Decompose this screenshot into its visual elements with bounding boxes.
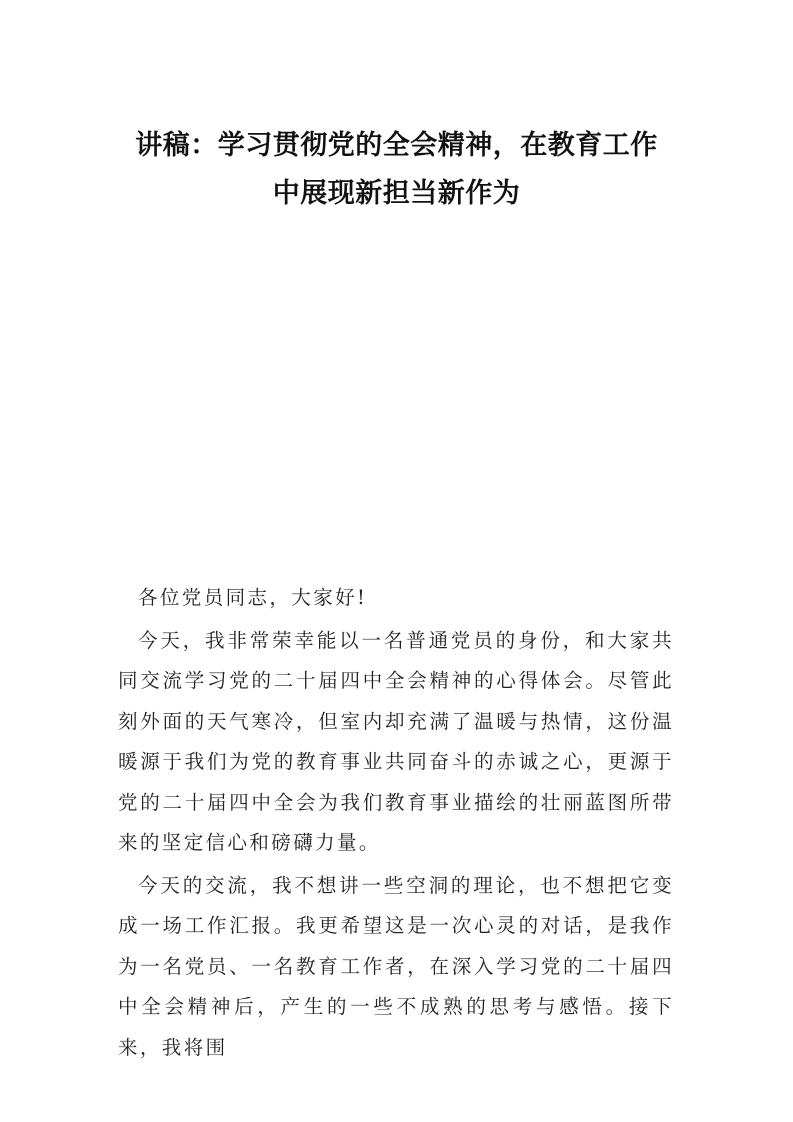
paragraph-1: 今天，我非常荣幸能以一名普通党员的身份，和大家共同交流学习党的二十届四中全会精神的心得体会。尽管此刻外面的天气寒冷，但室内却充满了温暖与热情，这份温暖源于我们为党的教育事业共同奋斗的赤诚之心，更源于党的二十届四中全会为我们教育事业描绘的壮丽蓝图所带来的坚定信心和磅礴力量。 <box>118 628 674 854</box>
paragraph-greeting: 各位党员同志，大家好! <box>138 586 368 609</box>
document-body <box>118 578 674 1070</box>
title-line-1: 讲稿：学习贯彻党的全会精神，在教育工作 <box>135 130 658 161</box>
title-line-2: 中展现新担当新作为 <box>272 178 521 209</box>
document-title <box>100 122 693 218</box>
paragraph-2: 今天的交流，我不想讲一些空洞的理论，也不想把它变成一场工作汇报。我更希望这是一次心灵的对话，是我作为一名党员、一名教育工作者，在深入学习党的二十届四中全会精神后，产生的一些不成熟的思考与感悟。接下来，我将围 <box>118 873 674 1059</box>
